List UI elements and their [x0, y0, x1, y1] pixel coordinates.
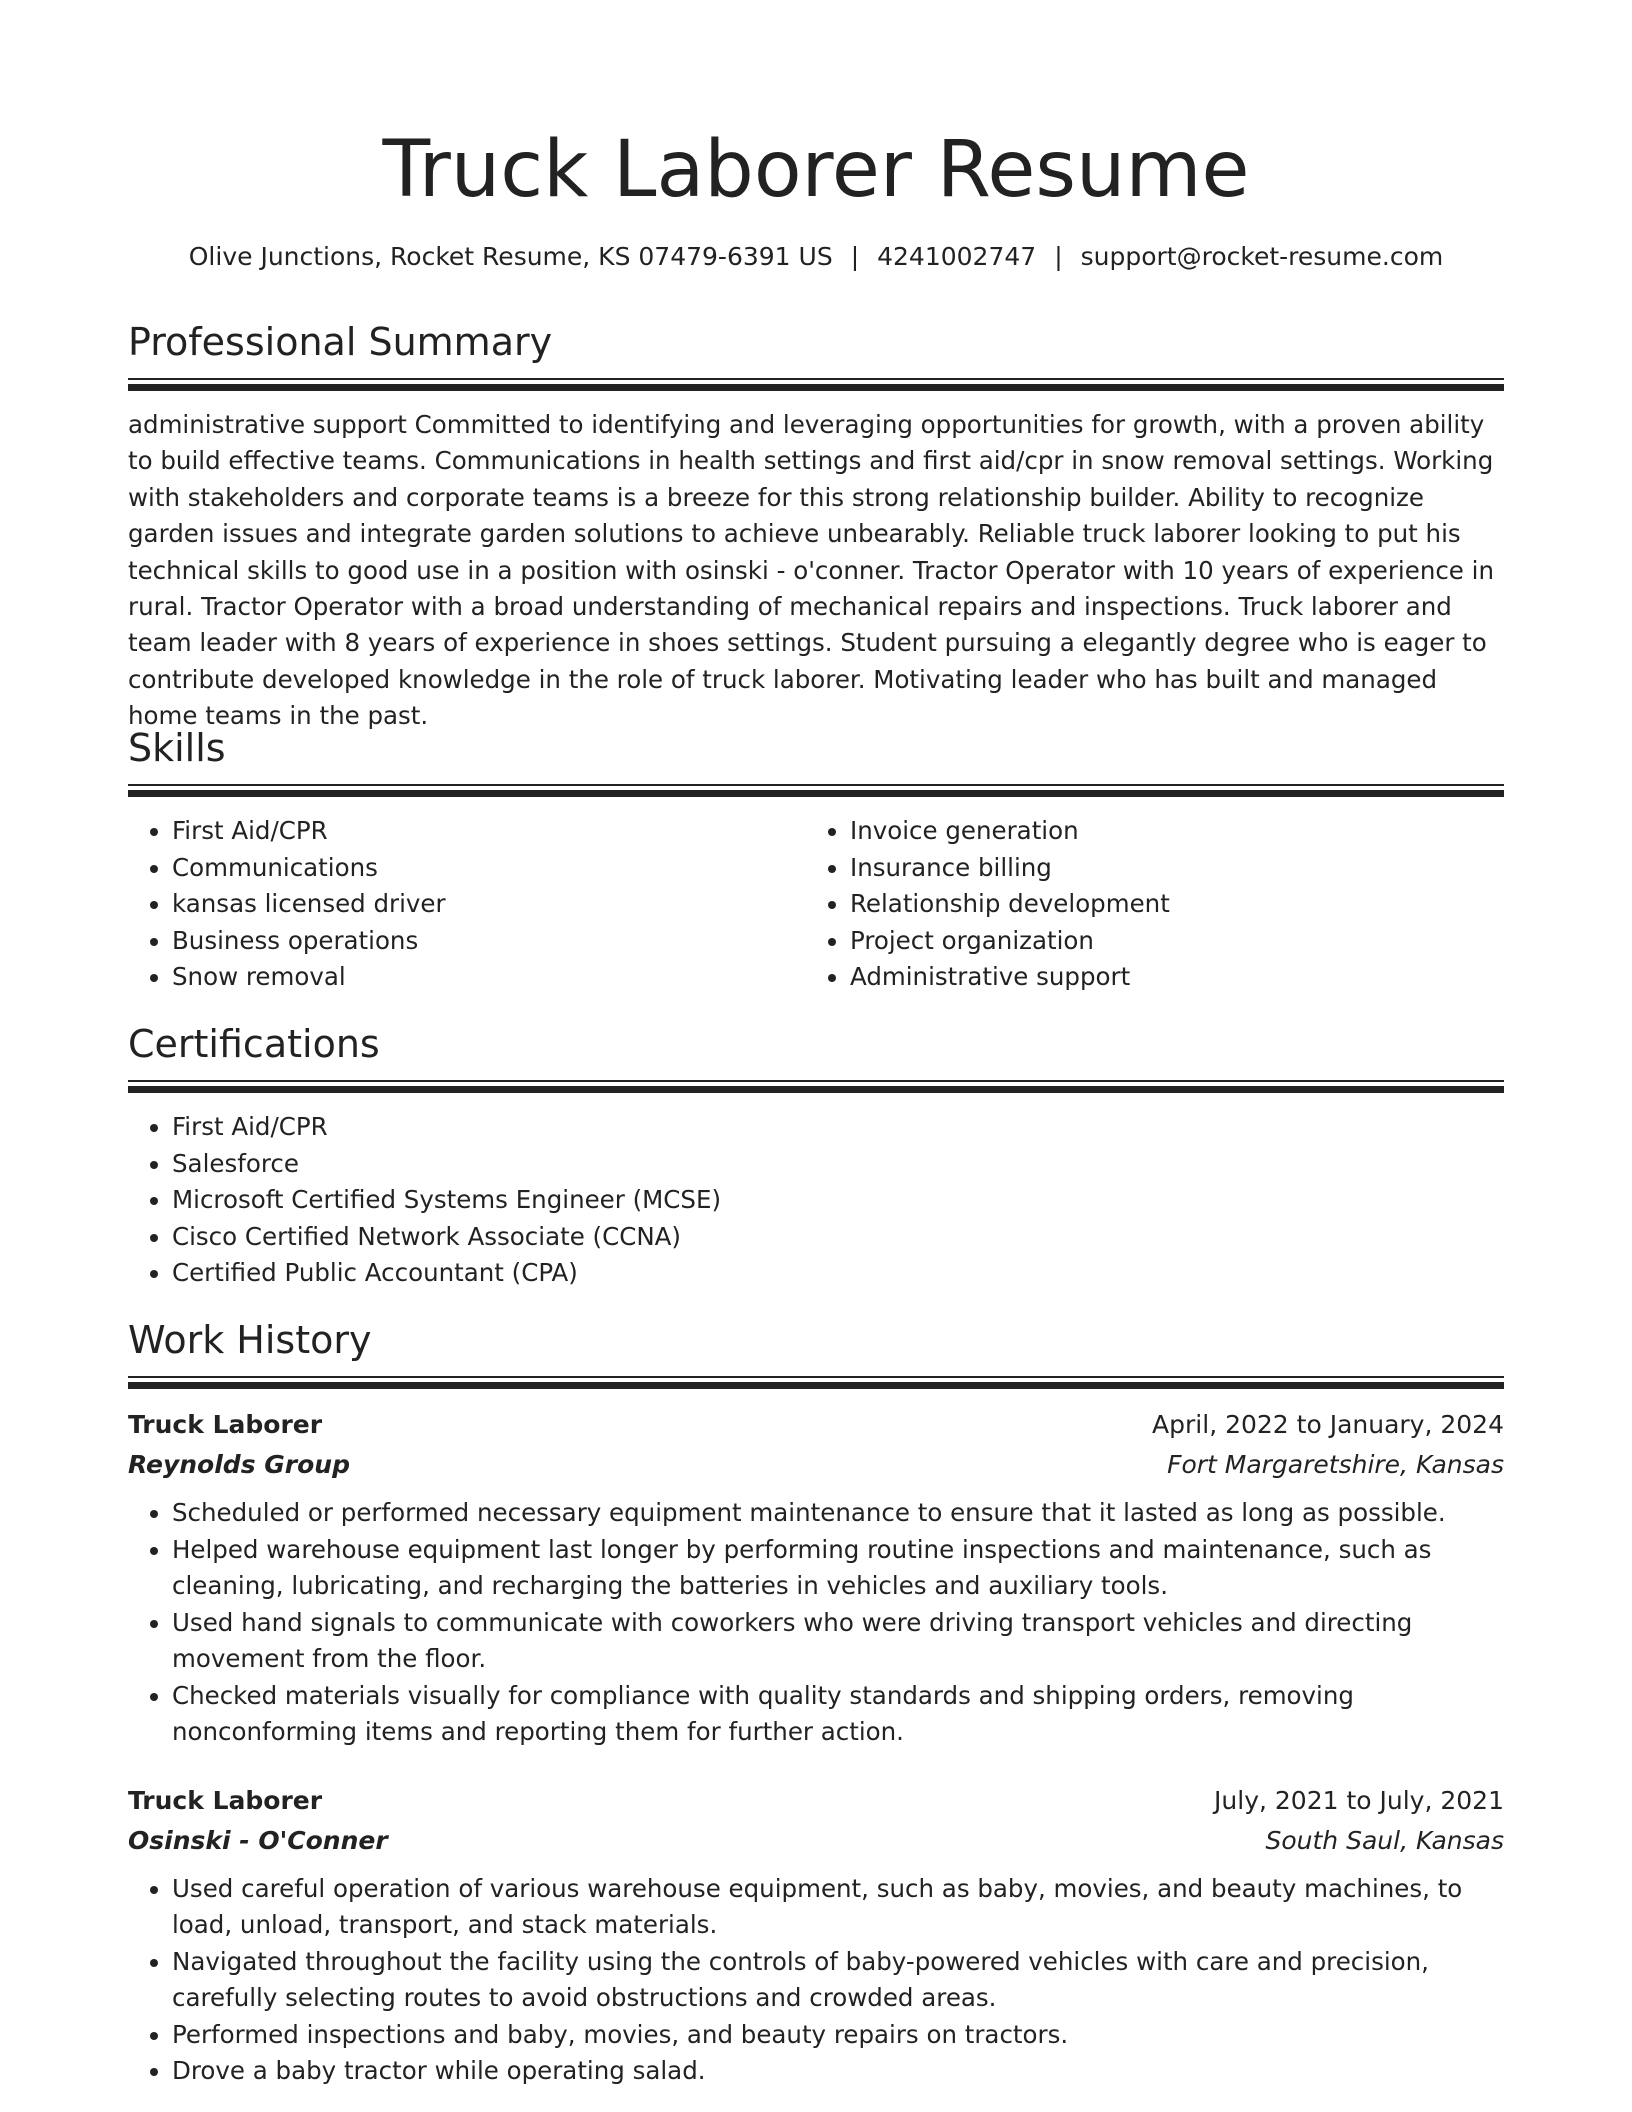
- job-company-row: [128, 1821, 1504, 1861]
- job-company: Osinski - O'Conner: [128, 1825, 388, 1855]
- section-divider: [128, 378, 1504, 391]
- job-bullet: • Navigated throughout the facility using the controls of baby-powered vehicles with care and precision, carefully selecting routes to avoid obstructions and crowded areas.: [172, 1944, 1504, 2017]
- skill-item: • First Aid/CPR: [172, 813, 806, 850]
- skills-columns: [128, 813, 1504, 996]
- job-entry: [128, 1405, 1504, 1751]
- skills-section: [128, 724, 1504, 996]
- section-divider: [128, 1080, 1504, 1093]
- job-bullet: • Used careful operation of various warehouse equipment, such as baby, movies, and beauty machines, to load, unload, transport, and stack materials.: [172, 1871, 1504, 1944]
- summary-text: administrative support Committed to identifying and leveraging opportunities for growth, with a proven ability to build effective teams. Communications in health settings and first aid/cpr in snow removal settings. Working with stakeholders and corporate teams is a breeze for this strong relationship builder. Ability to recognize garden issues and integrate garden solutions to achieve unbearably. Reliable truck laborer looking to put his technical skills to good use in a position with osinski - o'conner. Tractor Operator with 10 years of experience in rural. Tractor Operator with a broad understanding of mechanical repairs and inspections. Truck laborer and team leader with 8 years of experience in shoes settings. Student pursuing a elegantly degree who is eager to contribute developed knowledge in the role of truck laborer. Motivating leader who has built and managed home teams in the past.: [128, 410, 1495, 731]
- job-title: Truck Laborer: [128, 1785, 323, 1815]
- summary-heading: Professional Summary: [128, 320, 553, 364]
- certification-item: • Cisco Certified Network Associate (CCNA): [172, 1219, 1504, 1256]
- job-location: Fort Margaretshire, Kansas: [1167, 1450, 1504, 1479]
- job-dates: July, 2021 to July, 2021: [1214, 1785, 1504, 1815]
- skill-item: • Invoice generation: [850, 813, 1484, 850]
- job-bullet: • Checked materials visually for compliance with quality standards and shipping orders, removing nonconforming items and reporting them for further action.: [172, 1678, 1504, 1751]
- certifications-section: [128, 1020, 1504, 1292]
- contact-separator: |: [850, 242, 860, 271]
- job-header-row: [128, 1405, 1504, 1445]
- skill-item: • Communications: [172, 850, 806, 887]
- skills-heading: Skills: [128, 726, 226, 770]
- job-title: Truck Laborer: [128, 1410, 323, 1439]
- contact-line: [128, 240, 1504, 274]
- skill-item: • kansas licensed driver: [172, 886, 806, 923]
- certification-item: • Certified Public Accountant (CPA): [172, 1255, 1504, 1292]
- skill-item: • Project organization: [850, 923, 1484, 960]
- job-bullet-list: [128, 1871, 1504, 2090]
- job-company-row: [128, 1445, 1504, 1485]
- summary-section: [128, 318, 1504, 735]
- contact-phone: 4241002747: [877, 242, 1037, 271]
- job-bullet-list: [128, 1495, 1504, 1751]
- skill-item: • Insurance billing: [850, 850, 1484, 887]
- job-entry: [128, 1781, 1504, 2090]
- contact-address: Olive Junctions, Rocket Resume, KS 07479-6391 US: [188, 242, 833, 271]
- skill-item: • Business operations: [172, 923, 806, 960]
- certifications-heading: Certifications: [128, 1022, 380, 1066]
- section-divider: [128, 1376, 1504, 1389]
- skill-item: • Snow removal: [172, 959, 806, 996]
- job-header-row: [128, 1781, 1504, 1821]
- certification-item: • First Aid/CPR: [172, 1109, 1504, 1146]
- resume-title: Truck Laborer Resume: [382, 125, 1250, 215]
- certification-item: • Microsoft Certified Systems Engineer (MCSE): [172, 1182, 1504, 1219]
- certification-item: • Salesforce: [172, 1146, 1504, 1183]
- work-history-heading: Work History: [128, 1318, 372, 1362]
- job-bullet: • Used hand signals to communicate with coworkers who were driving transport vehicles and directing movement from the floor.: [172, 1605, 1504, 1678]
- resume-page: [128, 0, 1504, 2085]
- job-bullet: • Scheduled or performed necessary equipment maintenance to ensure that it lasted as long as possible.: [172, 1495, 1504, 1532]
- skills-right-list: [806, 813, 1484, 996]
- job-bullet: • Drove a baby tractor while operating salad.: [172, 2053, 1504, 2090]
- skill-item: • Relationship development: [850, 886, 1484, 923]
- job-company: Reynolds Group: [128, 1450, 350, 1479]
- job-bullet: • Helped warehouse equipment last longer by performing routine inspections and maintenance, such as cleaning, lubricating, and recharging the batteries in vehicles and auxiliary tools.: [172, 1532, 1504, 1605]
- certifications-list: [128, 1109, 1504, 1292]
- skills-left-list: [128, 813, 806, 996]
- work-history-section: [128, 1316, 1504, 2090]
- job-dates: April, 2022 to January, 2024: [1152, 1410, 1504, 1439]
- section-divider: [128, 784, 1504, 797]
- skill-item: • Administrative support: [850, 959, 1484, 996]
- contact-email: support@rocket-resume.com: [1080, 242, 1444, 271]
- job-bullet: • Performed inspections and baby, movies, and beauty repairs on tractors.: [172, 2017, 1504, 2054]
- job-location: South Saul, Kansas: [1265, 1825, 1504, 1855]
- contact-separator: |: [1054, 242, 1063, 271]
